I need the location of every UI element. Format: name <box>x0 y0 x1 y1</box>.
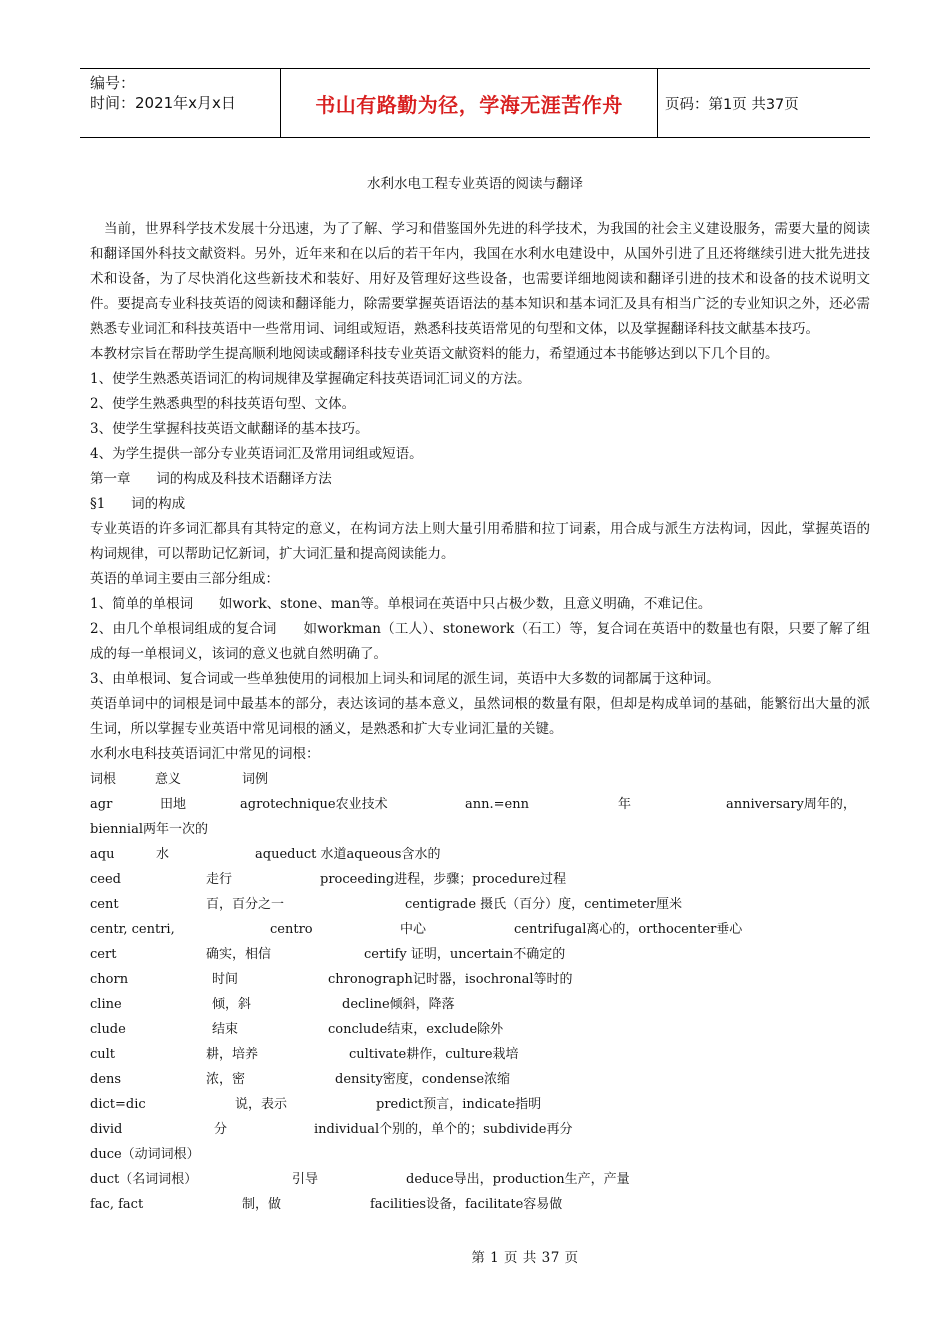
example-cell: density密度，condense浓缩 <box>335 1072 511 1087</box>
table-row <box>90 1142 870 1167</box>
meaning-cell: 倾，斜 <box>212 997 252 1012</box>
motto: 书山有路勤为径，学海无涯苦作舟 <box>280 69 658 137</box>
root-cell: aqu <box>90 847 115 862</box>
meaning-cell: 时间 <box>212 972 239 987</box>
example-cell: conclude结束，exclude除外 <box>328 1022 504 1037</box>
header-cell: 意义 <box>155 772 182 787</box>
root-cell: cline <box>90 997 122 1012</box>
example-cell: centrifugal离心的，orthocenter垂心 <box>514 922 743 937</box>
table-row <box>90 942 870 967</box>
example-cell: anniversary周年的， <box>726 797 856 812</box>
table-row <box>90 967 870 992</box>
table-row <box>90 892 870 917</box>
meaning-cell: 结束 <box>212 1022 239 1037</box>
root-cell: ann.=enn <box>465 797 529 812</box>
table-row <box>90 1092 870 1117</box>
part-item: 1、简单的单根词 如work、stone、man等。单根词在英语中只占极少数，且意义明确，不难记住。 <box>90 596 712 612</box>
document-title: 水利水电工程专业英语的阅读与翻译 <box>367 176 583 192</box>
root-cell: cult <box>90 1047 116 1062</box>
example-cell: certify 证明，uncertain不确定的 <box>364 947 566 962</box>
meaning-cell: 引导 <box>292 1172 319 1187</box>
root-cell: cert <box>90 947 117 962</box>
table-row <box>90 792 870 817</box>
document-header <box>80 68 870 138</box>
example-cell: facilities设备，facilitate容易做 <box>370 1197 563 1212</box>
chapter-heading: 第一章 词的构成及科技术语翻译方法 <box>90 471 332 487</box>
meaning-cell: 说，表示 <box>235 1097 288 1112</box>
goal-item: 4、为学生提供一部分专业英语词汇及常用词组或短语。 <box>90 446 423 462</box>
root-cell: fac, fact <box>90 1197 144 1212</box>
example-cell: deduce导出，production生产，产量 <box>406 1172 630 1187</box>
table-header <box>90 767 870 792</box>
root-cell: chorn <box>90 972 129 987</box>
roots-title: 水利水电科技英语词汇中常见的词根： <box>90 746 320 762</box>
document-body <box>90 217 870 1217</box>
example-cell: chronograph记时器，isochronal等时的 <box>328 972 573 987</box>
example-cell: biennial两年一次的 <box>90 822 208 837</box>
example-cell: individual个别的，单个的；subdivide再分 <box>314 1122 573 1137</box>
goal-item: 2、使学生熟悉典型的科技英语句型、文体。 <box>90 396 356 412</box>
meaning-cell: 耕，培养 <box>206 1047 259 1062</box>
meaning-cell: 田地 <box>160 797 187 812</box>
table-row <box>90 1017 870 1042</box>
goal-item: 1、使学生熟悉英语词汇的构词规律及掌握确定科技英语词汇词义的方法。 <box>90 371 531 387</box>
table-row-continuation <box>90 817 870 842</box>
time-label: 时间：2021年x月x日 <box>90 94 236 112</box>
parts-paragraph: 英语的单词主要由三部分组成： <box>90 571 279 587</box>
example-cell: predict预言，indicate指明 <box>376 1097 542 1112</box>
page-info: 页码：第1页 共37页 <box>665 96 799 113</box>
root-cell: dict=dic <box>90 1097 146 1112</box>
root-cell: duce（动词词根） <box>90 1147 200 1162</box>
example-cell: aqueduct 水道aqueous含水的 <box>255 847 441 862</box>
root-cell: dens <box>90 1072 122 1087</box>
root-cell: centro <box>270 922 313 937</box>
goal-item: 3、使学生掌握科技英语文献翻译的基本技巧。 <box>90 421 369 437</box>
table-row <box>90 1167 870 1192</box>
example-cell: centigrade 摄氏（百分）度，centimeter厘米 <box>405 897 683 912</box>
meaning-cell: 百，百分之一 <box>206 897 285 912</box>
root-cell: clude <box>90 1022 126 1037</box>
meaning-cell: 水 <box>156 847 170 862</box>
header-meta <box>80 69 280 137</box>
example-cell: cultivate耕作，culture栽培 <box>349 1047 519 1062</box>
page-footer: 第 1 页 共 37 页 <box>471 1250 579 1266</box>
section-heading: §1 词的构成 <box>90 496 186 512</box>
example-cell: agrotechnique农业技术 <box>240 797 388 812</box>
meaning-cell: 制，做 <box>242 1197 282 1212</box>
vocab-paragraph: 专业英语的许多词汇都具有其特定的意义，在构词方法上则大量引用希腊和拉丁词素，用合成与派生方法构词，因此，掌握英语的构词规律，可以帮助记忆新词，扩大词汇量和提高阅读能力。 <box>90 521 870 562</box>
table-row <box>90 1067 870 1092</box>
meaning-cell: 浓，密 <box>206 1072 246 1087</box>
meaning-cell: 走行 <box>206 872 233 887</box>
root-cell: centr, centri, <box>90 922 175 937</box>
table-row <box>90 917 870 942</box>
meaning-cell: 中心 <box>400 922 427 937</box>
example-cell: decline倾斜，降落 <box>342 997 455 1012</box>
example-cell: proceeding进程，步骤；procedure过程 <box>320 872 567 887</box>
number-label: 编号： <box>90 74 136 92</box>
root-cell: divid <box>90 1122 123 1137</box>
meaning-cell: 分 <box>214 1122 228 1137</box>
header-cell: 词例 <box>242 772 269 787</box>
meaning-cell: 年 <box>618 797 632 812</box>
table-row <box>90 992 870 1017</box>
aim-paragraph: 本教材宗旨在帮助学生提高顺利地阅读或翻译科技专业英语文献资料的能力，希望通过本书能够达到以下几个目的。 <box>90 346 779 362</box>
root-paragraph: 英语单词中的词根是词中最基本的部分，表达该词的基本意义，虽然词根的数量有限，但却是构成单词的基础，能繁衍出大量的派生词，所以掌握专业英语中常见词根的涵义，是熟悉和扩大专业词汇量的关键。 <box>90 696 870 737</box>
intro-paragraph: 当前，世界科学技术发展十分迅速，为了了解、学习和借鉴国外先进的科学技术，为我国的社会主义建设服务，需要大量的阅读和翻译国外科技文献资料。另外，近年来和在以后的若干年内，我国在水利水电建设中，从国外引进了且还将继续引进大批先进技术和设备，为了尽快消化这些新技术和装好、用好及管理好这些设备，也需要详细地阅读和翻译引进的技术和设备的技术说明文件。要提高专业科技英语的阅读和翻译能力，除需要掌握英语语法的基本知识和基本词汇及具有相当广泛的专业知识之外，还必需熟悉专业词汇和科技英语中一些常用词、词组或短语，熟悉科技英语常见的句型和文体，以及掌握翻译科技文献基本技巧。 <box>90 221 870 337</box>
table-row <box>90 1192 870 1217</box>
root-cell: ceed <box>90 872 121 887</box>
root-cell: duct（名词词根） <box>90 1172 198 1187</box>
meaning-cell: 确实，相信 <box>206 947 272 962</box>
table-row <box>90 867 870 892</box>
root-cell: cent <box>90 897 119 912</box>
table-row <box>90 842 870 867</box>
table-row <box>90 1117 870 1142</box>
root-cell: agr <box>90 797 113 812</box>
header-cell: 词根 <box>90 772 117 787</box>
part-item: 3、由单根词、复合词或一些单独使用的词根加上词头和词尾的派生词，英语中大多数的词都属于这种词。 <box>90 671 720 687</box>
table-row <box>90 1042 870 1067</box>
part-item: 2、由几个单根词组成的复合词 如workman（工人）、stonework（石工）等，复合词在英语中的数量也有限，只要了解了组成的每一单根词义，该词的意义也就自然明确了。 <box>90 621 870 662</box>
